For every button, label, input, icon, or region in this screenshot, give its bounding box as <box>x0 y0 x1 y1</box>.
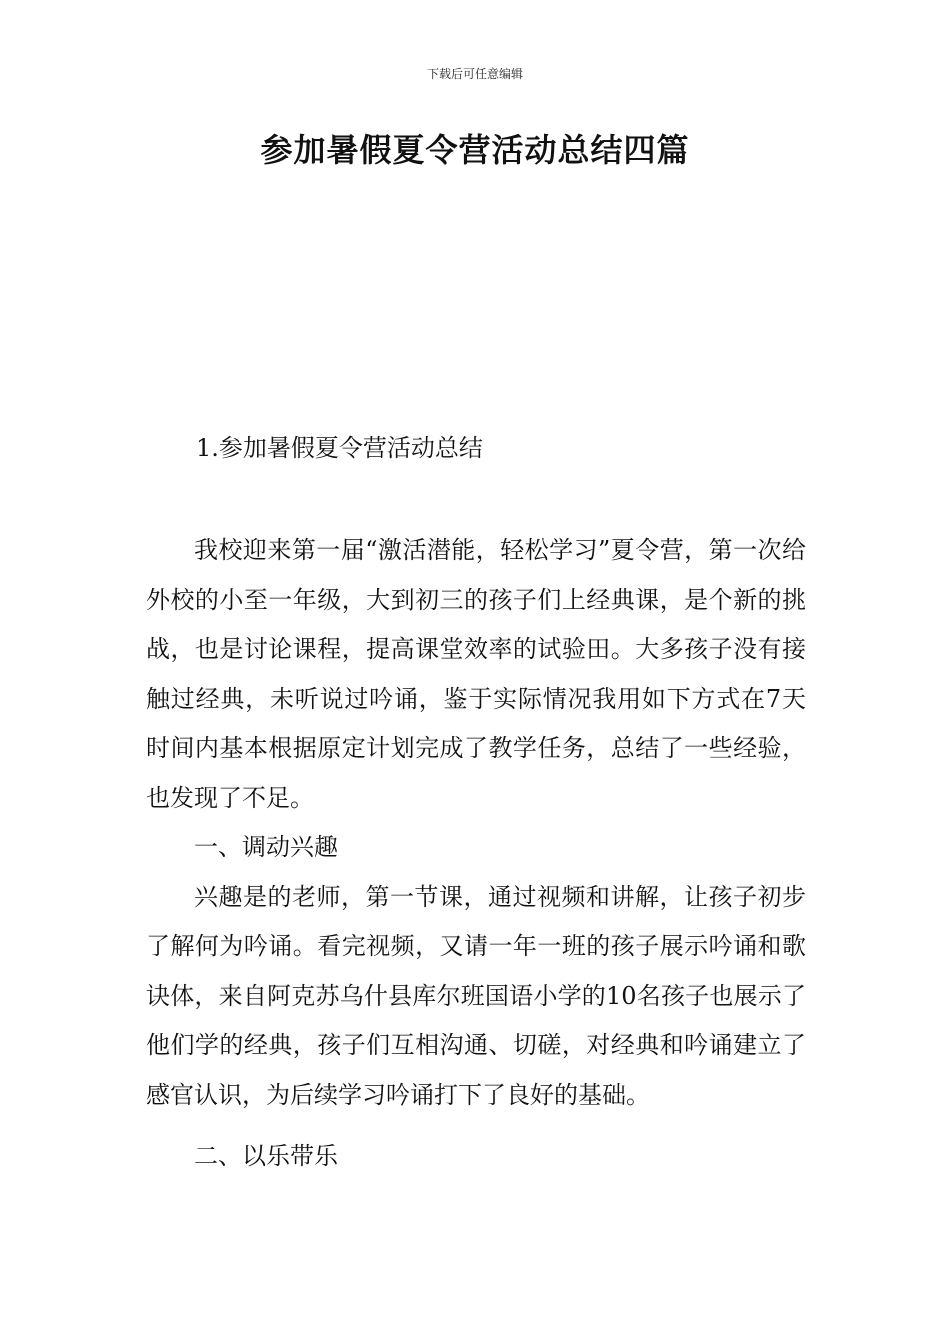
subheading-1: 一、调动兴趣 <box>194 833 338 861</box>
document-title: 参加暑假夏令营活动总结四篇 <box>260 131 690 169</box>
paragraph-1: 兴趣是的老师，第一节课，通过视频和讲解，让孩子初步了解何为吟诵。看完视频，又请一年一班的孩子展示吟诵和歌诀体，来自阿克苏乌什县库尔班国语小学的10名孩子也展示了他们学的经典，孩子们互相沟通、切磋，对经典和吟诵建立了感官认识，为后续学习吟诵打下了良好的基础。 <box>146 882 806 1109</box>
subheading-2: 二、以乐带乐 <box>194 1142 338 1170</box>
header-note: 下载后可任意编辑 <box>426 67 523 81</box>
document-body <box>146 526 806 1182</box>
intro-paragraph: 我校迎来第一届“激活潜能，轻松学习”夏令营，第一次给外校的小至一年级，大到初三的孩子们上经典课，是个新的挑战，也是讨论课程，提高课堂效率的试验田。大多孩子没有接触过经典，未听说过吟诵，鉴于实际情况我用如下方式在7天时间内基本根据原定计划完成了教学任务，总结了一些经验，也发现了不足。 <box>146 536 806 812</box>
section-heading: 1.参加暑假夏令营活动总结 <box>196 434 483 462</box>
